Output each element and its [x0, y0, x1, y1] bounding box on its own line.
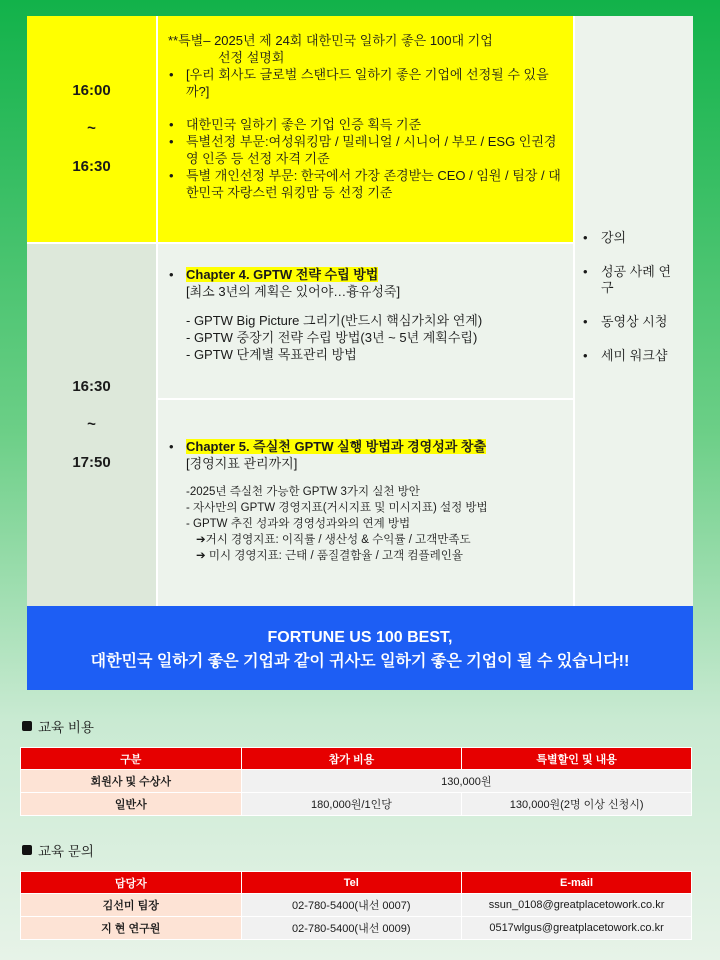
fee-heading — [22, 716, 94, 736]
chapter4-line: - GPTW Big Picture 그리기(반드시 핵심가치와 연계) — [186, 313, 483, 328]
chapter4-list — [168, 266, 565, 283]
fee-table — [20, 747, 692, 816]
chapter5-title-text: Chapter 5. 즉실천 GPTW 실행 방법과 경영성과 창출 — [186, 439, 487, 454]
row-label: 회원사 및 수상사 — [21, 770, 242, 793]
time-end: 17:50 — [72, 454, 111, 471]
chapter5-list — [168, 438, 565, 455]
table-header-row — [21, 872, 692, 894]
method-list — [583, 230, 683, 364]
table-header: 담당자 — [21, 872, 242, 894]
chapter4-subtitle: [최소 3년의 계획은 있어야…흉유성죽] — [186, 284, 401, 299]
chapter5-line: - 자사만의 GPTW 경영지표(거시지표 및 미시지표) 설정 방법 — [186, 502, 488, 514]
table-row — [21, 770, 692, 793]
table-header: Tel — [241, 872, 462, 894]
list-item: • 특별선정 부문:여성워킹맘 / 밀레니얼 / 시니어 / 부모 / ESG 인권경영 인증 등 선정 자격 기준 — [168, 133, 565, 167]
chapter5-subtitle: [경영지표 관리까지] — [186, 456, 298, 471]
square-bullet-icon — [22, 845, 32, 855]
chapter4-line: - GPTW 단계별 목표관리 방법 — [186, 347, 357, 362]
chapter4-line: - GPTW 중장기 전략 수립 방법(3년 ~ 5년 계획수립) — [186, 330, 478, 345]
chapter5-line: -2025년 즉실천 가능한 GPTW 3가지 실천 방안 — [186, 486, 420, 498]
schedule-table — [27, 16, 693, 606]
chapter4-title — [168, 266, 565, 283]
table-header: E-mail — [462, 872, 692, 894]
contact-email[interactable]: 0517wlgus@greatplacetowork.co.kr — [462, 917, 692, 940]
time-sep: ~ — [87, 120, 96, 137]
row-value: 130,000원 — [241, 770, 691, 793]
table-header-row — [21, 748, 692, 770]
special-title: **특별– 2025년 제 24회 대한민국 일하기 좋은 100대 기업 — [168, 33, 493, 48]
chapter5-subline: ➔ 미시 경영지표: 근태 / 품질결함율 / 고객 컴플레인율 — [196, 550, 463, 562]
table-header: 특별할인 및 내용 — [462, 748, 692, 770]
contact-heading-text: 교육 문의 — [38, 844, 94, 859]
method-item: • 강의 — [583, 230, 683, 246]
method-item: • 동영상 시청 — [583, 314, 683, 330]
session2-time — [27, 244, 158, 606]
table-row — [21, 793, 692, 816]
promo-banner — [27, 606, 693, 690]
contact-tel[interactable]: 02-780-5400(내선 0009) — [241, 917, 462, 940]
method-item: • 성공 사례 연구 — [583, 264, 683, 296]
row-discount: 130,000원(2명 이상 신청시) — [462, 793, 692, 816]
chapter5-subline: ➔거시 경영지표: 이직률 / 생산성 & 수익률 / 고객만족도 — [196, 534, 471, 546]
table-header: 참가 비용 — [241, 748, 462, 770]
banner-line2: 대한민국 일하기 좋은 기업과 같이 귀사도 일하기 좋은 기업이 될 수 있습니다!! — [90, 653, 630, 670]
table-header: 구분 — [21, 748, 242, 770]
chapter5-content — [158, 400, 575, 606]
contact-table — [20, 871, 692, 940]
list-item: • 특별 개인선정 부문: 한국에서 가장 존경받는 CEO / 임원 / 팀장 / 대한민국 자랑스런 워킹맘 등 선정 기준 — [168, 167, 565, 201]
chapter5-title — [168, 438, 565, 455]
chapter5-line: - GPTW 추진 성과와 경영성과와의 연계 방법 — [186, 518, 411, 530]
contact-tel[interactable]: 02-780-5400(내선 0007) — [241, 894, 462, 917]
chapter4-content — [158, 244, 575, 400]
special-title-2: 선정 설명회 — [218, 50, 285, 65]
banner-line1: FORTUNE US 100 BEST, — [267, 629, 453, 646]
session1-content — [158, 16, 575, 244]
time-sep: ~ — [87, 416, 96, 433]
list-item: • 대한민국 일하기 좋은 기업 인증 획득 기준 — [168, 116, 565, 133]
row-value: 180,000원/1인당 — [241, 793, 462, 816]
method-column — [575, 16, 693, 606]
row-label: 일반사 — [21, 793, 242, 816]
session1-time — [27, 16, 158, 244]
chapter4-title-text: Chapter 4. GPTW 전략 수립 방법 — [186, 267, 379, 282]
time-start: 16:00 — [72, 82, 111, 99]
contact-heading — [22, 840, 94, 860]
table-row — [21, 894, 692, 917]
time-end: 16:30 — [72, 158, 111, 175]
contact-email[interactable]: ssun_0108@greatplacetowork.co.kr — [462, 894, 692, 917]
time-start: 16:30 — [72, 378, 111, 395]
square-bullet-icon — [22, 721, 32, 731]
method-item: • 세미 워크샵 — [583, 348, 683, 364]
session1-list — [168, 66, 565, 201]
table-row — [21, 917, 692, 940]
list-item: • [우리 회사도 글로벌 스탠다드 일하기 좋은 기업에 선정될 수 있을까?] — [168, 66, 565, 100]
fee-heading-text: 교육 비용 — [38, 720, 94, 735]
contact-name: 김선미 팀장 — [21, 894, 242, 917]
contact-name: 지 현 연구원 — [21, 917, 242, 940]
